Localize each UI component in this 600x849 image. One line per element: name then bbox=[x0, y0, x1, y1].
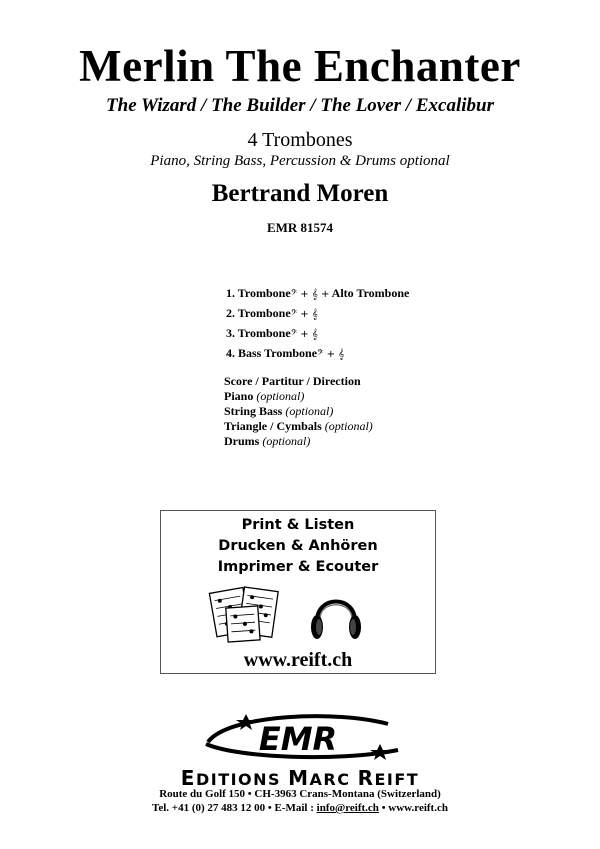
optional-note: (optional) bbox=[256, 389, 305, 403]
score-item bbox=[224, 434, 373, 449]
score-item bbox=[224, 389, 373, 404]
email-link[interactable]: info@reift.ch bbox=[316, 802, 379, 814]
subtitle: The Wizard / The Builder / The Lover / Excalibur bbox=[106, 95, 494, 116]
website-link[interactable]: www.reift.ch bbox=[243, 649, 353, 671]
part-item bbox=[226, 323, 409, 343]
score-label: String Bass bbox=[224, 404, 283, 418]
part-item bbox=[226, 303, 409, 323]
logo-text: EMR bbox=[258, 720, 338, 758]
part-label: 4. Bass Trombone bbox=[226, 346, 318, 360]
part-item bbox=[226, 283, 409, 303]
publisher-contact: Tel. +41 (0) 27 483 12 00 • E-Mail : info@reift.ch • www.reift.ch bbox=[152, 802, 448, 814]
score-label: Piano bbox=[224, 389, 254, 403]
score-label: Drums bbox=[224, 434, 260, 448]
promo-line-en: Print & Listen bbox=[241, 517, 355, 533]
page-title: Merlin The Enchanter bbox=[79, 41, 521, 91]
score-list bbox=[224, 374, 373, 449]
part-label: 3. Trombone bbox=[226, 326, 291, 340]
clef-icon: 𝄢 + 𝄞 bbox=[290, 309, 318, 320]
score-item bbox=[224, 374, 373, 389]
promo-icons bbox=[205, 583, 405, 645]
promo-line-de: Drucken & Anhören bbox=[218, 538, 378, 554]
part-label: 1. Trombone bbox=[226, 286, 291, 300]
optional-instruments: Piano, String Bass, Percussion & Drums optional bbox=[150, 153, 450, 169]
optional-note: (optional) bbox=[285, 404, 334, 418]
part-item bbox=[226, 343, 409, 363]
publisher-address: Route du Golf 150 • CH-3963 Crans-Montana (Switzerland) bbox=[159, 788, 441, 800]
catalog-number: EMR 81574 bbox=[266, 220, 334, 235]
parts-list bbox=[226, 283, 409, 363]
sheet-music-icon bbox=[209, 587, 278, 642]
clef-icon: 𝄢 + 𝄞 + bbox=[290, 289, 330, 300]
composer-name: Bertrand Moren bbox=[211, 180, 389, 207]
clef-icon: 𝄢 + 𝄞 bbox=[290, 329, 318, 340]
part-extra: Alto Trombone bbox=[331, 286, 410, 300]
instrumentation: 4 Trombones bbox=[247, 129, 353, 151]
part-label: 2. Trombone bbox=[226, 306, 291, 320]
optional-note: (optional) bbox=[262, 434, 311, 448]
headphones-icon bbox=[311, 602, 361, 640]
optional-note: (optional) bbox=[324, 419, 373, 433]
clef-icon: 𝄢 + 𝄞 bbox=[317, 349, 345, 360]
score-item bbox=[224, 419, 373, 434]
publisher-name: EDITIONS MARC REIFT bbox=[180, 766, 420, 790]
promo-line-fr: Imprimer & Ecouter bbox=[217, 559, 379, 575]
print-listen-box bbox=[160, 510, 436, 674]
score-item bbox=[224, 404, 373, 419]
score-label: Score / Partitur / Direction bbox=[224, 374, 361, 388]
score-label: Triangle / Cymbals bbox=[224, 419, 322, 433]
